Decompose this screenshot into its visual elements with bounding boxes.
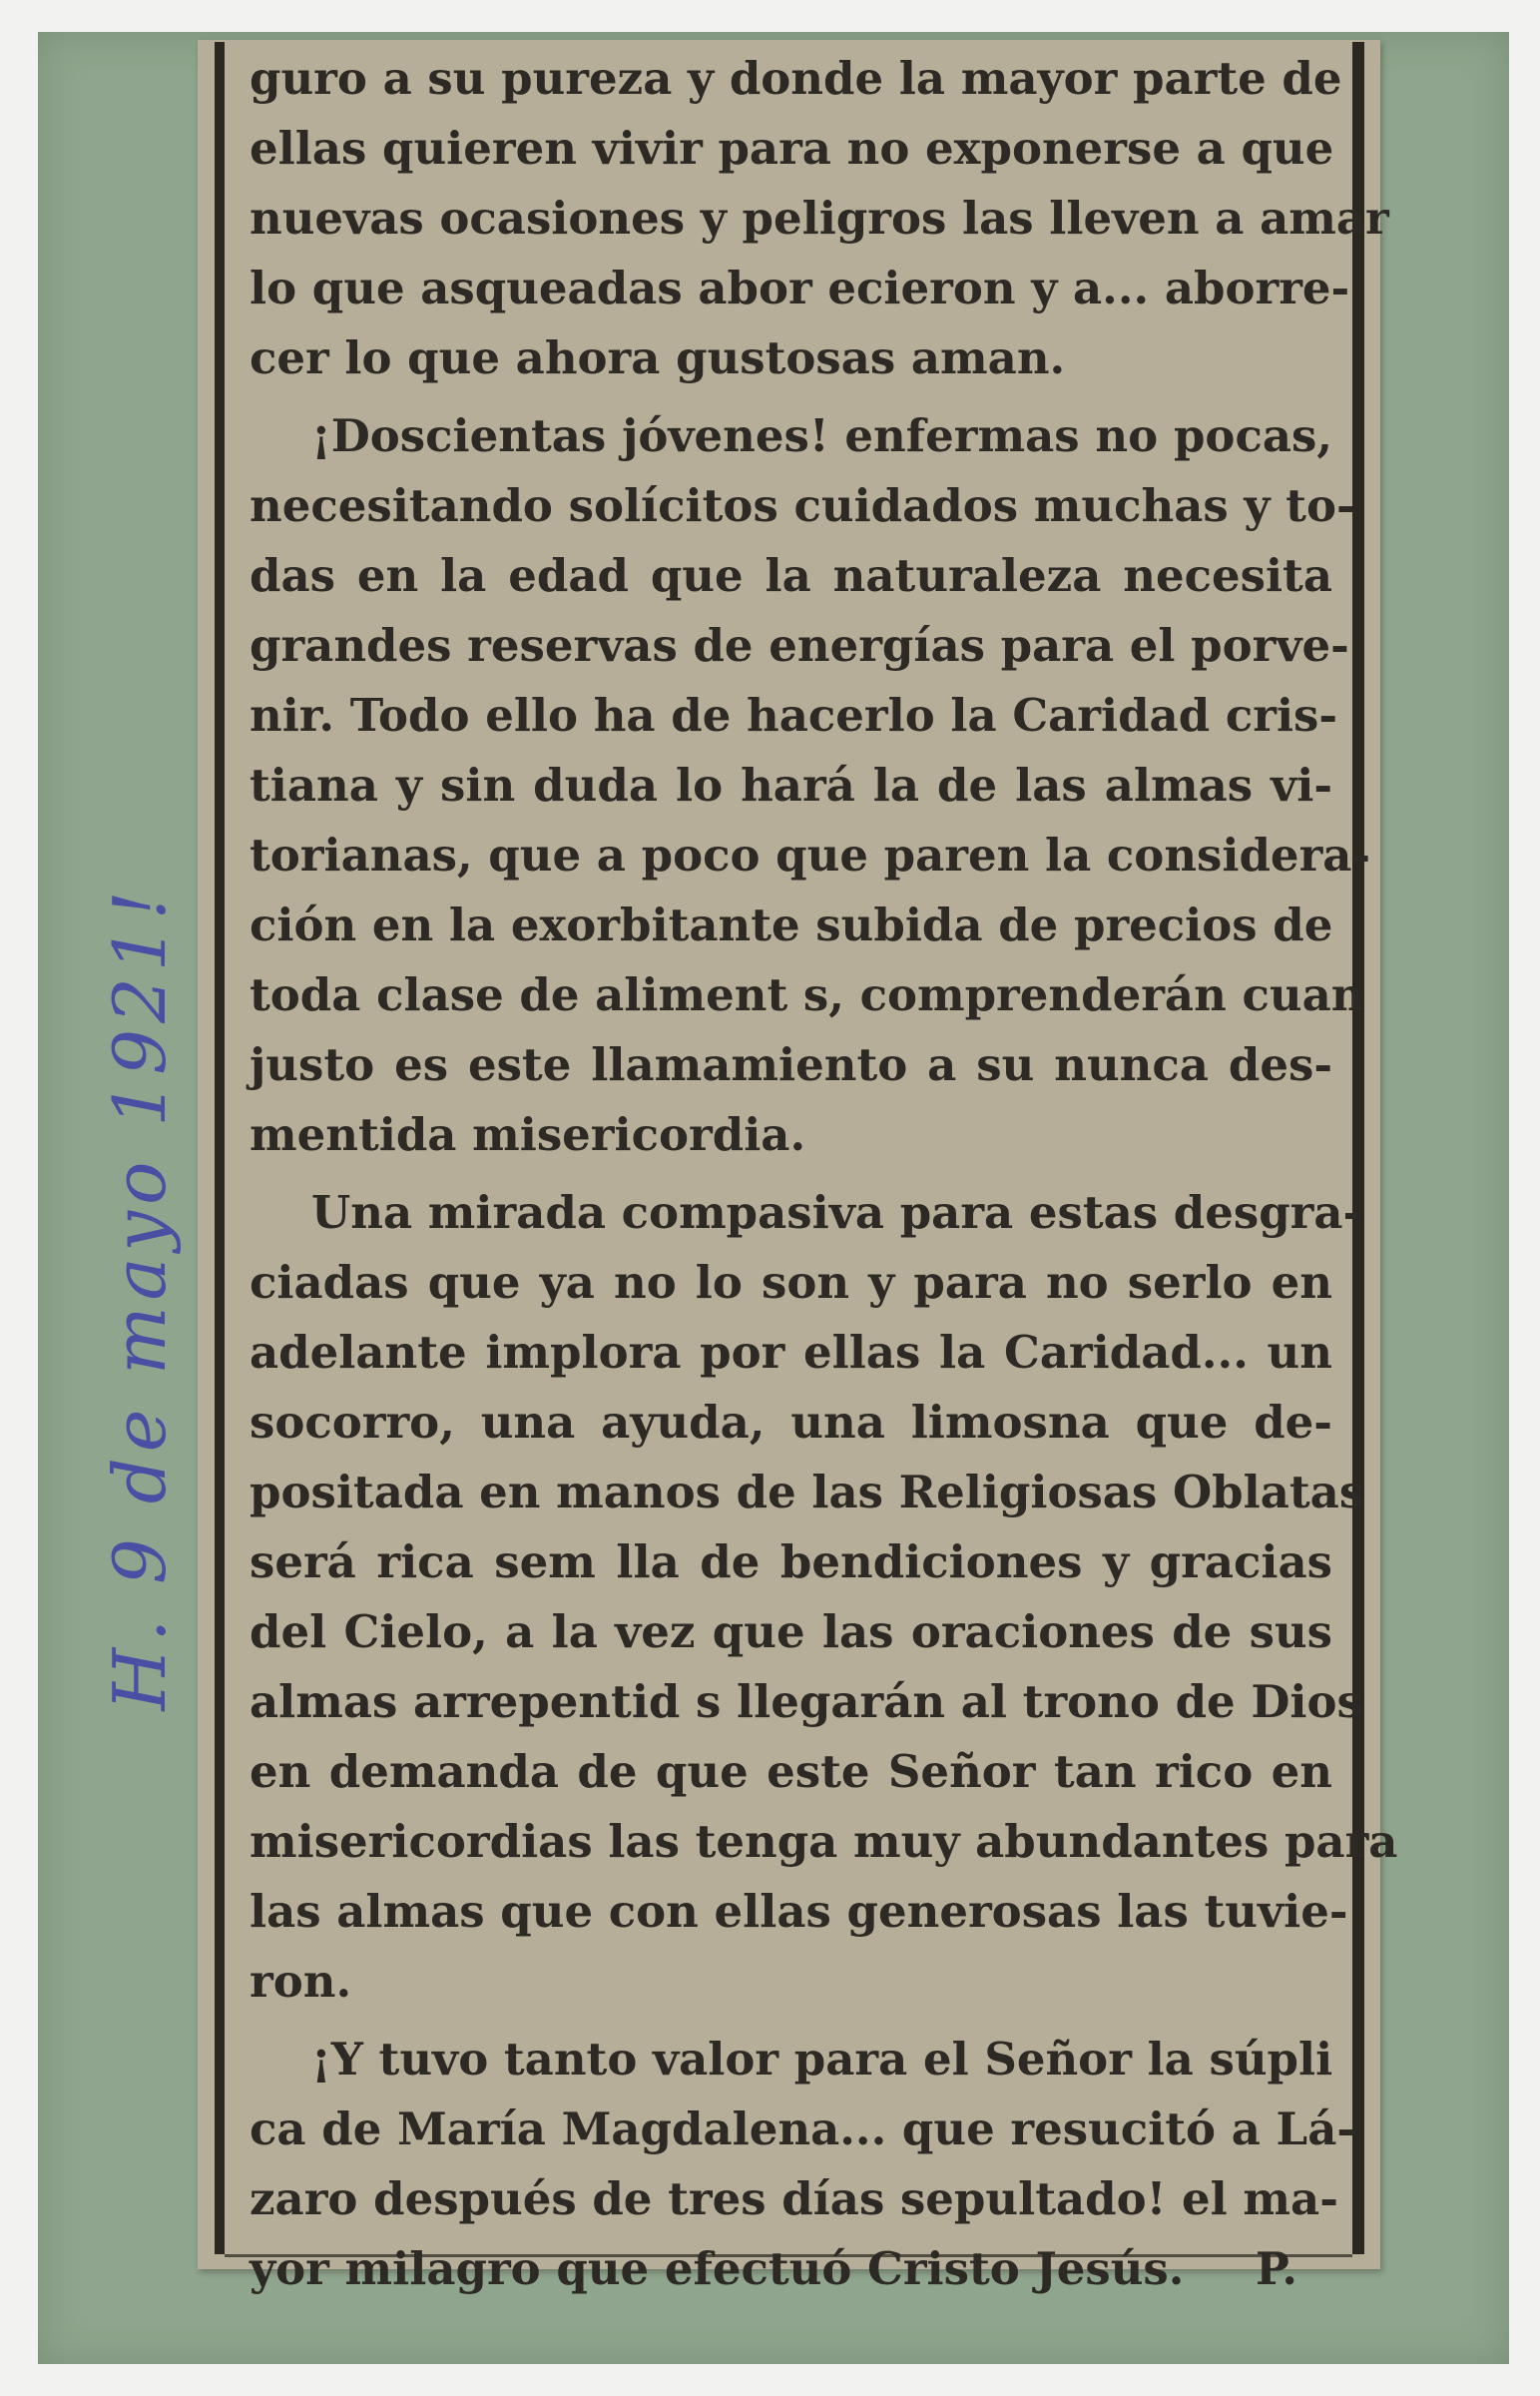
- article-line-text: ciadas que ya no lo son y para no serlo en: [250, 1256, 1332, 1309]
- article-line: [250, 1877, 1348, 1947]
- article-line: [250, 471, 1355, 541]
- article-line-text: adelante implora por ellas la Caridad... un: [250, 1326, 1332, 1379]
- article-line-text: grandes reservas de energías para el porve-: [250, 619, 1349, 672]
- article-line: [250, 960, 1364, 1030]
- article-line-text: tiana y sin duda lo hará la de las almas vi-: [250, 759, 1332, 812]
- article-line: [250, 1527, 1332, 1597]
- column-rule-left: [215, 42, 225, 2254]
- article-line-text: toda clase de aliment s, comprenderán cuan: [250, 968, 1364, 1021]
- article-line: [250, 1100, 1332, 1170]
- article-line-text: nir. Todo ello ha de hacerlo la Caridad cris-: [250, 689, 1338, 742]
- article-line: [250, 1388, 1332, 1458]
- article-line: [250, 681, 1338, 751]
- article-paragraph: [250, 2025, 1356, 2304]
- article-line-text: misericordias las tenga muy abundantes para: [250, 1815, 1398, 1868]
- article-line: [250, 1807, 1398, 1877]
- article-line: [250, 2164, 1338, 2234]
- article-line: [250, 541, 1332, 611]
- paragraph-gap: [250, 2017, 1332, 2025]
- paragraph-gap: [250, 393, 1332, 401]
- article-line-text: socorro, una ayuda, una limosna que de-: [250, 1396, 1332, 1449]
- article-line: [250, 2095, 1356, 2164]
- article-line-text: ron.: [250, 1955, 352, 2008]
- article-line: [250, 44, 1342, 114]
- article-line-text: ca de María Magdalena... que resucitó a Lá-: [250, 2102, 1356, 2155]
- article-line: [250, 751, 1332, 821]
- article-line-text: en demanda de que este Señor tan rico en: [250, 1745, 1332, 1798]
- article-line-text: ¡Y tuvo tanto valor para el Señor la súpli: [311, 2033, 1333, 2086]
- article-line: [250, 254, 1350, 323]
- article-line: [250, 1597, 1332, 1667]
- article-line-text: será rica sem lla de bendiciones y gracias: [250, 1535, 1332, 1588]
- article-line: [250, 1178, 1362, 1248]
- handwritten-date-note: H. 9 de mayo 1921!: [98, 885, 182, 1711]
- article-line-text: das en la edad que la naturaleza necesita: [250, 549, 1332, 602]
- article-line-text: mentida misericordia.: [250, 1108, 806, 1161]
- article-line-text: lo que asqueadas abor ecieron y a... aborre-: [250, 262, 1350, 314]
- article-line-text: ción en la exorbitante subida de precios de: [250, 898, 1333, 951]
- article-line: [250, 184, 1389, 254]
- article-line-text: torianas, que a poco que paren la considera-: [250, 829, 1371, 882]
- article-line: [250, 1947, 1332, 2017]
- article-line-text: guro a su pureza y donde la mayor parte de: [250, 52, 1342, 105]
- article-line: [250, 1737, 1332, 1807]
- article-line-text: almas arrepentid s llegarán al trono de Dios: [250, 1675, 1362, 1728]
- paragraph-gap: [250, 1170, 1332, 1178]
- article-line: [250, 1318, 1332, 1388]
- article-line: [250, 114, 1332, 184]
- article-paragraph: [250, 44, 1389, 393]
- article-line-text: ¡Doscientas jóvenes! enfermas no pocas,: [311, 409, 1332, 462]
- article-paragraph: [250, 401, 1371, 1170]
- article-line-text: yor milagro que efectuó Cristo Jesús.: [250, 2242, 1185, 2295]
- article-line-text: justo es este llamamiento a su nunca des-: [250, 1038, 1332, 1091]
- article-line-text: zaro después de tres días sepultado! el ma-: [250, 2172, 1338, 2225]
- article-line: [250, 1458, 1365, 1527]
- article-line: [250, 1030, 1332, 1100]
- article-line: [250, 611, 1349, 681]
- article-line-text: cer lo que ahora gustosas aman.: [250, 331, 1066, 384]
- article-line-text: las almas que con ellas generosas las tuvie-: [250, 1885, 1348, 1938]
- article-line: [250, 323, 1332, 393]
- article-line-text: necesitando solícitos cuidados muchas y to-: [250, 479, 1355, 532]
- article-body: [250, 44, 1398, 2304]
- article-line: [250, 891, 1332, 960]
- article-line: [250, 1248, 1332, 1318]
- article-line: [250, 401, 1332, 471]
- article-line: [250, 1667, 1362, 1737]
- article-line-text: nuevas ocasiones y peligros las lleven a amar: [250, 192, 1389, 245]
- article-line-text: del Cielo, a la vez que las oraciones de sus: [250, 1605, 1332, 1658]
- article-line-text: Una mirada compasiva para estas desgra-: [311, 1186, 1362, 1239]
- article-line-text: positada en manos de las Religiosas Oblatas: [250, 1466, 1365, 1518]
- article-line-text: ellas quieren vivir para no exponerse a que: [250, 122, 1334, 175]
- article-line: [250, 2234, 1332, 2304]
- article-line: [250, 2025, 1332, 2095]
- article-line: [250, 821, 1371, 891]
- column-rule-right: [1352, 42, 1364, 2254]
- author-signature: P.: [1255, 2242, 1297, 2295]
- article-paragraph: [250, 1178, 1398, 2017]
